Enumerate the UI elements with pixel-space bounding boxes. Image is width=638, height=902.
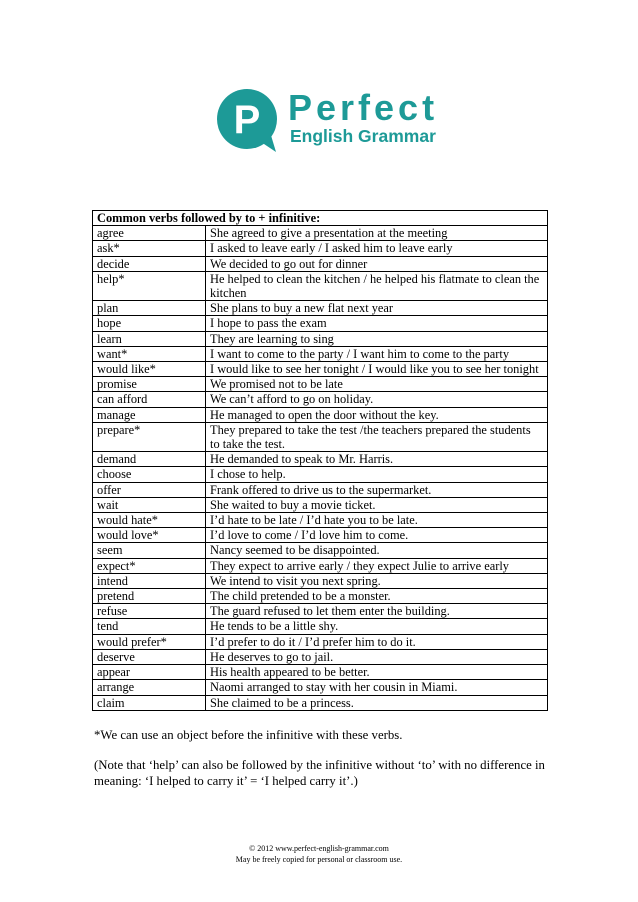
example-cell: Nancy seemed to be disappointed. [206, 543, 548, 558]
table-row [93, 241, 548, 256]
example-cell: I want to come to the party / I want him to come to the party [206, 346, 548, 361]
table-row [93, 634, 548, 649]
example-cell: He tends to be a little shy. [206, 619, 548, 634]
verb-cell: would hate* [93, 513, 206, 528]
example-cell: She agreed to give a presentation at the meeting [206, 226, 548, 241]
table-row [93, 649, 548, 664]
example-cell: They prepared to take the test /the teachers prepared the students to take the test. [206, 422, 548, 451]
example-cell: She waited to buy a movie ticket. [206, 497, 548, 512]
verb-cell: want* [93, 346, 206, 361]
verb-cell: pretend [93, 589, 206, 604]
table-row [93, 407, 548, 422]
help-note: (Note that ‘help’ can also be followed by the infinitive without ‘to’ with no difference in meaning: ‘I helped to carry it’ = ‘I helped carry it’.) [94, 758, 545, 788]
example-cell: I asked to leave early / I asked him to leave early [206, 241, 548, 256]
verb-cell: can afford [93, 392, 206, 407]
table-row [93, 482, 548, 497]
verb-cell: seem [93, 543, 206, 558]
table-row [93, 377, 548, 392]
table-body [93, 226, 548, 711]
example-cell: He helped to clean the kitchen / he helped his flatmate to clean the kitchen [206, 271, 548, 300]
verb-cell: choose [93, 467, 206, 482]
verbs-table [92, 210, 548, 711]
example-cell: They expect to arrive early / they expect Julie to arrive early [206, 558, 548, 573]
verb-cell: deserve [93, 649, 206, 664]
table-row [93, 467, 548, 482]
table-row [93, 619, 548, 634]
table-row [93, 665, 548, 680]
footer-copyright: © 2012 www.perfect-english-grammar.com [249, 844, 389, 853]
example-cell: He deserves to go to jail. [206, 649, 548, 664]
example-cell: She claimed to be a princess. [206, 695, 548, 710]
table-row [93, 392, 548, 407]
example-cell: We promised not to be late [206, 377, 548, 392]
table-row [93, 497, 548, 512]
table-row [93, 271, 548, 300]
logo-word-perfect: Perfect [288, 87, 439, 128]
table-row [93, 543, 548, 558]
example-cell: We intend to visit you next spring. [206, 573, 548, 588]
example-cell: The child pretended to be a monster. [206, 589, 548, 604]
verb-cell: would love* [93, 528, 206, 543]
table-row [93, 589, 548, 604]
example-cell: I’d prefer to do it / I’d prefer him to do it. [206, 634, 548, 649]
table-row [93, 422, 548, 451]
example-cell: They are learning to sing [206, 331, 548, 346]
table-row [93, 256, 548, 271]
verb-cell: decide [93, 256, 206, 271]
verb-cell: appear [93, 665, 206, 680]
table-row [93, 680, 548, 695]
asterisk-note: *We can use an object before the infinitive with these verbs. [94, 728, 403, 742]
verb-cell: wait [93, 497, 206, 512]
example-cell: We can’t afford to go on holiday. [206, 392, 548, 407]
verb-cell: demand [93, 452, 206, 467]
verb-cell: learn [93, 331, 206, 346]
table-row [93, 604, 548, 619]
footer-license: May be freely copied for personal or classroom use. [235, 855, 403, 864]
table-row [93, 301, 548, 316]
table-row [93, 573, 548, 588]
verb-cell: tend [93, 619, 206, 634]
example-cell: Frank offered to drive us to the supermarket. [206, 482, 548, 497]
speech-bubble-logo-icon [214, 88, 284, 154]
svg-text:P: P [233, 98, 261, 142]
verb-cell: would like* [93, 362, 206, 377]
example-cell: We decided to go out for dinner [206, 256, 548, 271]
example-cell: I would like to see her tonight / I would like you to see her tonight [206, 362, 548, 377]
table-row [93, 226, 548, 241]
table-header: Common verbs followed by to + infinitive: [93, 211, 548, 226]
logo-word-english-grammar: English Grammar [290, 126, 436, 146]
verb-cell: agree [93, 226, 206, 241]
brand-logo [214, 88, 454, 158]
table-row [93, 346, 548, 361]
verb-cell: intend [93, 573, 206, 588]
table-row [93, 695, 548, 710]
table-row [93, 452, 548, 467]
table-header-row [93, 211, 548, 226]
example-cell: Naomi arranged to stay with her cousin in Miami. [206, 680, 548, 695]
verb-cell: promise [93, 377, 206, 392]
verb-cell: expect* [93, 558, 206, 573]
table-row [93, 331, 548, 346]
verb-cell: would prefer* [93, 634, 206, 649]
example-cell: I chose to help. [206, 467, 548, 482]
footer [0, 843, 638, 865]
example-cell: His health appeared to be better. [206, 665, 548, 680]
verb-cell: ask* [93, 241, 206, 256]
example-cell: He managed to open the door without the key. [206, 407, 548, 422]
table-row [93, 528, 548, 543]
verb-cell: prepare* [93, 422, 206, 451]
table-row [93, 316, 548, 331]
example-cell: She plans to buy a new flat next year [206, 301, 548, 316]
verb-cell: claim [93, 695, 206, 710]
verb-cell: help* [93, 271, 206, 300]
table-row [93, 513, 548, 528]
verb-cell: refuse [93, 604, 206, 619]
verb-cell: plan [93, 301, 206, 316]
verb-cell: arrange [93, 680, 206, 695]
example-cell: He demanded to speak to Mr. Harris. [206, 452, 548, 467]
verb-cell: manage [93, 407, 206, 422]
example-cell: I’d love to come / I’d love him to come. [206, 528, 548, 543]
table-row [93, 558, 548, 573]
verb-cell: hope [93, 316, 206, 331]
example-cell: I hope to pass the exam [206, 316, 548, 331]
example-cell: The guard refused to let them enter the building. [206, 604, 548, 619]
verb-cell: offer [93, 482, 206, 497]
example-cell: I’d hate to be late / I’d hate you to be late. [206, 513, 548, 528]
table-row [93, 362, 548, 377]
